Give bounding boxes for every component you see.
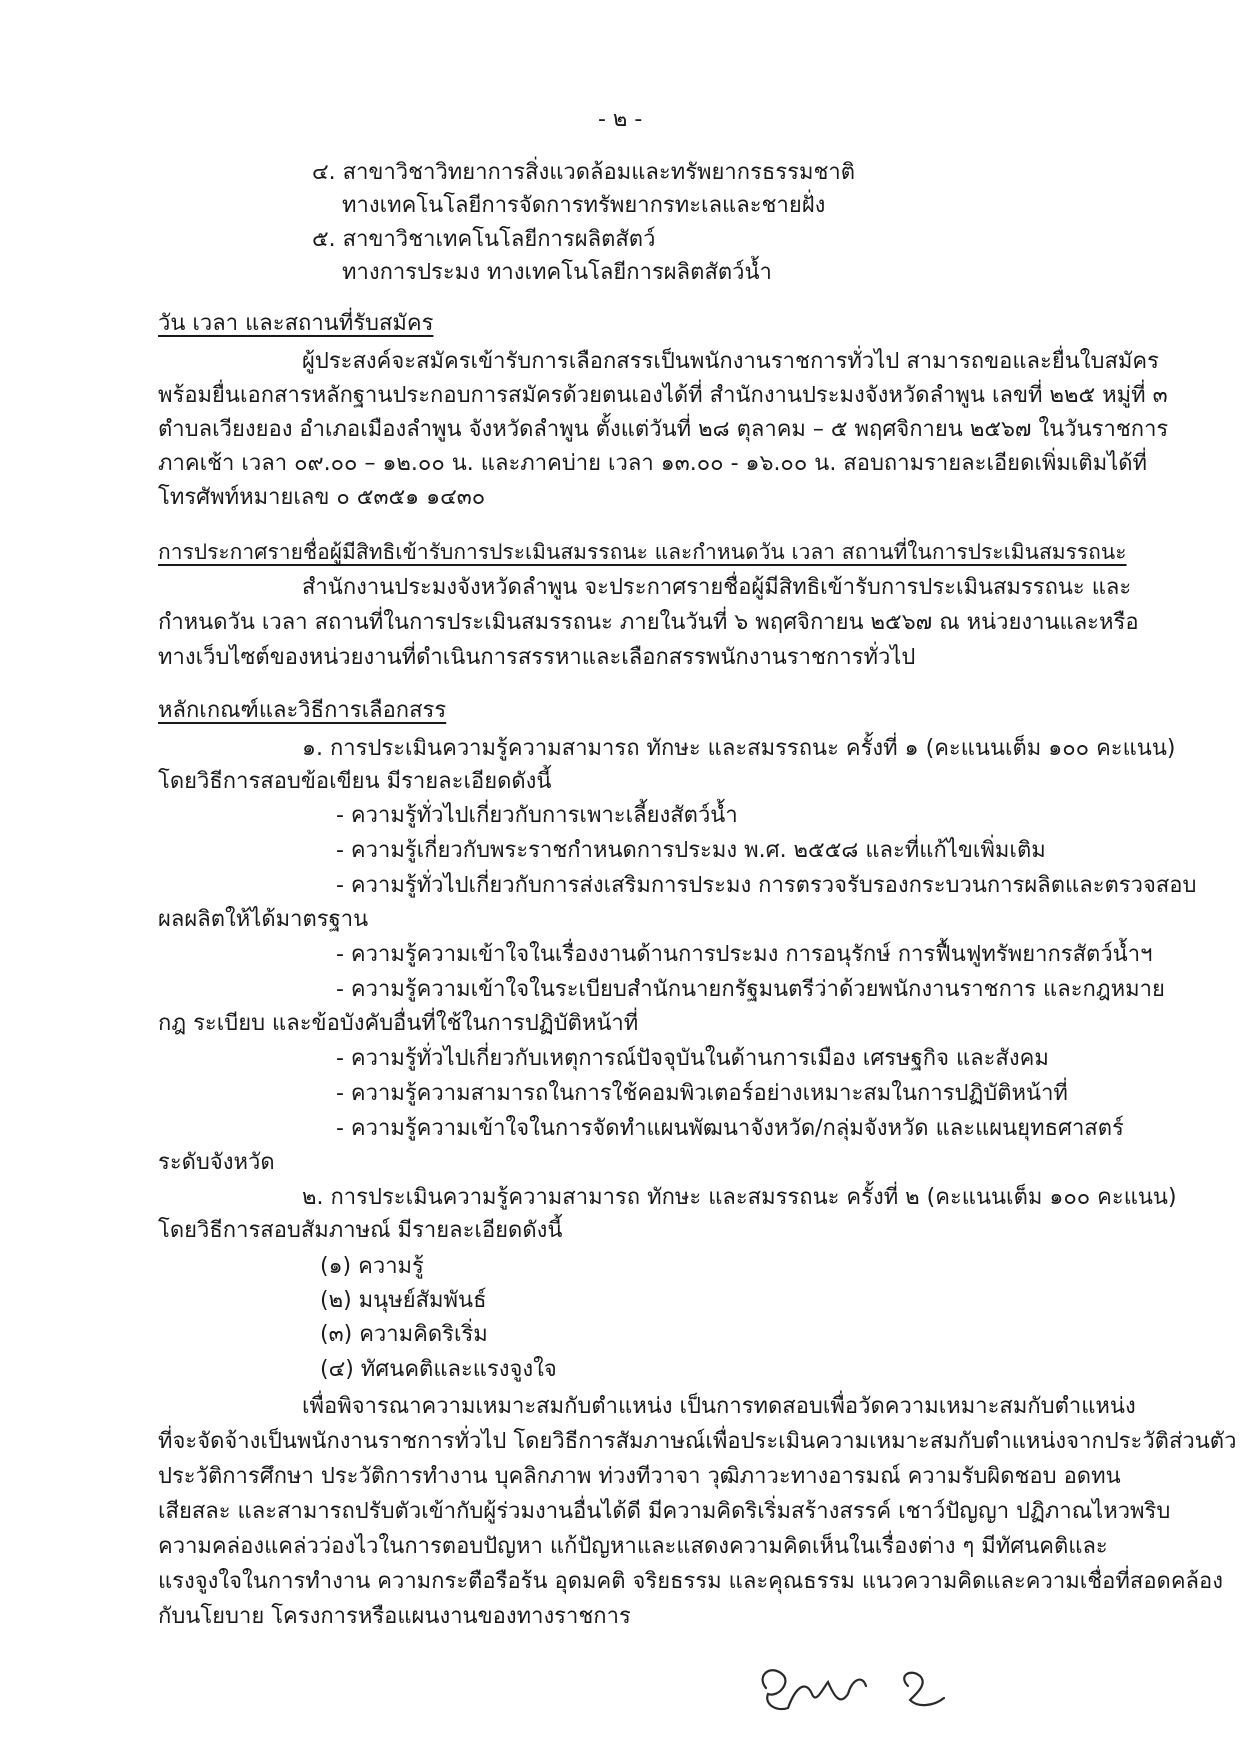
criteria-bullet-cont: กฎ ระเบียบ และข้อบังคับอื่นที่ใช้ในการปฏิบัติหน้าที่ bbox=[158, 1011, 639, 1036]
announcement-line: ทางเว็บไซต์ของหน่วยงานที่ดำเนินการสรรหาและเลือกสรรพนักงานราชการทั่วไป bbox=[158, 645, 916, 670]
announcement-line: กำหนดวัน เวลา สถานที่ในการประเมินสมรรถนะ ภายในวันที่ ๖ พฤศจิกายน ๒๕๖๗ ณ หน่วยงานและหรือ bbox=[158, 610, 1139, 635]
criteria-bullet: - ความรู้ความเข้าใจในระเบียบสำนักนายกรัฐมนตรีว่าด้วยพนักงานราชการ และกฎหมาย bbox=[336, 977, 1165, 1002]
field-4-title: ๔. สาขาวิชาวิทยาการสิ่งแวดล้อมและทรัพยากรธรรมชาติ bbox=[312, 160, 856, 185]
announcement-line: สำนักงานประมงจังหวัดลำพูน จะประกาศรายชื่อผู้มีสิทธิเข้ารับการประเมินสมรรถนะ และ bbox=[302, 575, 1132, 600]
interview-item: (๓) ความคิดริเริ่ม bbox=[320, 1322, 488, 1347]
purpose-line: ประวัติการศึกษา ประวัติการทำงาน บุคลิกภาพ ท่วงทีวาจา วุฒิภาวะทางอารมณ์ ความรับผิดชอบ อดทน bbox=[158, 1464, 1121, 1489]
interview-item: (๔) ทัศนคติและแรงจูงใจ bbox=[320, 1357, 557, 1382]
purpose-line: ที่จะจัดจ้างเป็นพนักงานราชการทั่วไป โดยวิธีการสัมภาษณ์เพื่อประเมินความเหมาะสมกับตำแหน่งจากประวัติส่วนตัว bbox=[158, 1429, 1237, 1454]
handwritten-signature bbox=[748, 1650, 968, 1720]
purpose-line: แรงจูงใจในการทำงาน ความกระตือรือร้น อุดมคติ จริยธรรม และคุณธรรม แนวความคิดและความเชื่อที่สอดคล้อง bbox=[158, 1569, 1223, 1594]
field-4-subtitle: ทางเทคโนโลยีการจัดการทรัพยากรทะเลและชายฝั่ง bbox=[342, 193, 826, 218]
application-line: โทรศัพท์หมายเลข ๐ ๕๓๕๑ ๑๔๓๐ bbox=[158, 485, 486, 510]
criteria-bullet: - ความรู้ทั่วไปเกี่ยวกับเหตุการณ์ปัจจุบันในด้านการเมือง เศรษฐกิจ และสังคม bbox=[336, 1046, 1049, 1071]
criteria-bullet-cont: ผลผลิตให้ได้มาตรฐาน bbox=[158, 907, 369, 932]
criteria-part2-line: ๒. การประเมินความรู้ความสามารถ ทักษะ และสมรรถนะ ครั้งที่ ๒ (คะแนนเต็ม ๑๐๐ คะแนน) bbox=[302, 1185, 1177, 1210]
criteria-bullet: - ความรู้ความเข้าใจในการจัดทำแผนพัฒนาจังหวัด/กลุ่มจังหวัด และแผนยุทธศาสตร์ bbox=[336, 1116, 1124, 1141]
criteria-bullet: - ความรู้ความเข้าใจในเรื่องงานด้านการประมง การอนุรักษ์ การฟื้นฟูทรัพยากรสัตว์น้ำฯ bbox=[336, 942, 1153, 967]
interview-item: (๒) มนุษย์สัมพันธ์ bbox=[320, 1288, 487, 1313]
purpose-line: ความคล่องแคล่วว่องไวในการตอบปัญหา แก้ปัญหาและแสดงความคิดเห็นในเรื่องต่าง ๆ มีทัศนคติและ bbox=[158, 1534, 1108, 1559]
purpose-line: กับนโยบาย โครงการหรือแผนงานของทางราชการ bbox=[158, 1604, 631, 1629]
page-number: - ๒ - bbox=[598, 107, 643, 132]
criteria-heading: หลักเกณฑ์และวิธีการเลือกสรร bbox=[158, 698, 447, 723]
application-line: ผู้ประสงค์จะสมัครเข้ารับการเลือกสรรเป็นพนักงานราชการทั่วไป สามารถขอและยื่นใบสมัคร bbox=[302, 349, 1159, 374]
criteria-part1-line: โดยวิธีการสอบข้อเขียน มีรายละเอียดดังนี้ bbox=[158, 769, 552, 794]
field-5-title: ๕. สาขาวิชาเทคโนโลยีการผลิตสัตว์ bbox=[312, 227, 656, 252]
criteria-part1-line: ๑. การประเมินความรู้ความสามารถ ทักษะ และสมรรถนะ ครั้งที่ ๑ (คะแนนเต็ม ๑๐๐ คะแนน) bbox=[302, 736, 1176, 761]
criteria-bullet: - ความรู้เกี่ยวกับพระราชกำหนดการประมง พ.ศ. ๒๕๕๘ และที่แก้ไขเพิ่มเติม bbox=[336, 838, 1046, 863]
application-heading: วัน เวลา และสถานที่รับสมัคร bbox=[158, 311, 434, 336]
application-line: ตำบลเวียงยอง อำเภอเมืองลำพูน จังหวัดลำพูน ตั้งแต่วันที่ ๒๘ ตุลาคม – ๕ พฤศจิกายน ๒๕๖๗ ในวันราชการ bbox=[158, 417, 1169, 442]
field-5-subtitle: ทางการประมง ทางเทคโนโลยีการผลิตสัตว์น้ำ bbox=[342, 260, 772, 285]
purpose-line: เพื่อพิจารณาความเหมาะสมกับตำแหน่ง เป็นการทดสอบเพื่อวัดความเหมาะสมกับตำแหน่ง bbox=[302, 1394, 1136, 1419]
announcement-heading: การประกาศรายชื่อผู้มีสิทธิเข้ารับการประเมินสมรรถนะ และกำหนดวัน เวลา สถานที่ในการประเมินสมรรถนะ bbox=[158, 540, 1127, 564]
criteria-bullet: - ความรู้ทั่วไปเกี่ยวกับการเพาะเลี้ยงสัตว์น้ำ bbox=[336, 803, 738, 828]
interview-item: (๑) ความรู้ bbox=[320, 1254, 424, 1279]
criteria-bullet-cont: ระดับจังหวัด bbox=[158, 1150, 275, 1175]
application-line: ภาคเช้า เวลา ๐๙.๐๐ – ๑๒.๐๐ น. และภาคบ่าย เวลา ๑๓.๐๐ - ๑๖.๐๐ น. สอบถามรายละเอียดเพิ่มเติมได้ที่ bbox=[158, 451, 1148, 476]
criteria-part2-line: โดยวิธีการสอบสัมภาษณ์ มีรายละเอียดดังนี้ bbox=[158, 1218, 563, 1243]
criteria-bullet: - ความรู้ทั่วไปเกี่ยวกับการส่งเสริมการประมง การตรวจรับรองกระบวนการผลิตและตรวจสอบ bbox=[336, 873, 1197, 898]
criteria-bullet: - ความรู้ความสามารถในการใช้คอมพิวเตอร์อย่างเหมาะสมในการปฏิบัติหน้าที่ bbox=[336, 1081, 1068, 1106]
purpose-line: เสียสละ และสามารถปรับตัวเข้ากับผู้ร่วมงานอื่นได้ดี มีความคิดริเริ่มสร้างสรรค์ เชาว์ปัญญา ปฏิภาณไหวพริบ bbox=[158, 1499, 1171, 1524]
application-line: พร้อมยื่นเอกสารหลักฐานประกอบการสมัครด้วยตนเองได้ที่ สำนักงานประมงจังหวัดลำพูน เลขที่ ๒๒๕ หมู่ที่ ๓ bbox=[158, 383, 1168, 408]
